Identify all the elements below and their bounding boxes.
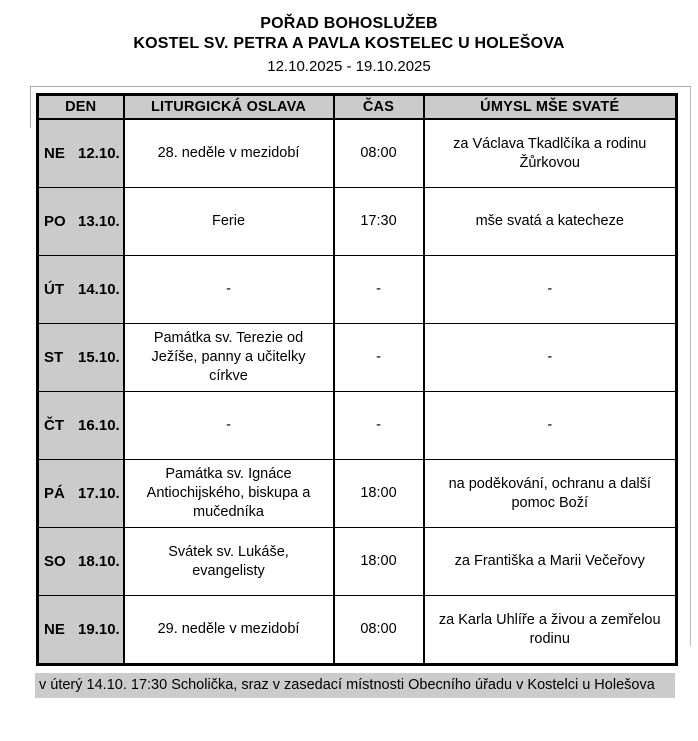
table-row — [38, 256, 677, 324]
outer-frame-line-top — [30, 86, 691, 87]
day-abbrev: NE — [44, 145, 65, 162]
day-abbrev: NE — [44, 621, 65, 638]
footer-note: v úterý 14.10. 17:30 Scholička, sraz v zasedací místnosti Obecního úřadu v Kostelci u Holešova — [35, 673, 675, 698]
intention-cell: na poděkování, ochranu a další pomoc Boží — [424, 460, 677, 528]
day-abbrev: ČT — [44, 417, 64, 434]
day-cell — [38, 324, 124, 392]
intention-cell: za Václava Tkadlčíka a rodinu Žůrkovou — [424, 119, 677, 188]
intention-cell: za Františka a Marii Večeřovy — [424, 528, 677, 596]
celebration-cell: Památka sv. Terezie od Ježíše, panny a učitelky církve — [124, 324, 334, 392]
day-cell — [38, 188, 124, 256]
day-date: 15.10. — [78, 349, 120, 366]
time-cell: 18:00 — [334, 528, 424, 596]
celebration-cell: - — [124, 256, 334, 324]
title-block — [0, 14, 698, 77]
intention-cell: - — [424, 324, 677, 392]
celebration-cell: Památka sv. Ignáce Antiochijského, biskupa a mučedníka — [124, 460, 334, 528]
day-abbrev: PO — [44, 213, 66, 230]
day-date: 13.10. — [78, 213, 120, 230]
celebration-cell: Ferie — [124, 188, 334, 256]
time-cell: 18:00 — [334, 460, 424, 528]
time-cell: 17:30 — [334, 188, 424, 256]
table-header-row — [38, 95, 677, 120]
day-cell — [38, 256, 124, 324]
day-cell — [38, 596, 124, 665]
intention-cell: za Karla Uhlíře a živou a zemřelou rodinu — [424, 596, 677, 665]
day-date: 12.10. — [78, 145, 120, 162]
outer-frame-line-left — [30, 86, 31, 128]
day-abbrev: ST — [44, 349, 64, 366]
date-range: 12.10.2025 - 19.10.2025 — [267, 58, 431, 75]
time-cell: - — [334, 324, 424, 392]
day-date: 14.10. — [78, 281, 120, 298]
table-row — [38, 188, 677, 256]
day-cell — [38, 392, 124, 460]
day-abbrev: SO — [44, 553, 66, 570]
table-row — [38, 596, 677, 665]
day-date: 19.10. — [78, 621, 120, 638]
col-header-liturgy: LITURGICKÁ OSLAVA — [124, 95, 334, 120]
day-cell — [38, 460, 124, 528]
intention-cell: - — [424, 256, 677, 324]
intention-cell: - — [424, 392, 677, 460]
page-subtitle: KOSTEL SV. PETRA A PAVLA KOSTELEC U HOLEŠOVA — [133, 35, 565, 52]
table-row — [38, 392, 677, 460]
celebration-cell: Svátek sv. Lukáše, evangelisty — [124, 528, 334, 596]
day-cell — [38, 119, 124, 188]
page-title: POŘAD BOHOSLUŽEB — [260, 15, 438, 32]
time-cell: - — [334, 256, 424, 324]
col-header-den: DEN — [38, 95, 124, 120]
day-date: 17.10. — [78, 485, 120, 502]
outer-frame-line-right — [690, 86, 691, 646]
table-row — [38, 119, 677, 188]
col-header-intention: ÚMYSL MŠE SVATÉ — [424, 95, 677, 120]
celebration-cell: 28. neděle v mezidobí — [124, 119, 334, 188]
day-date: 18.10. — [78, 553, 120, 570]
col-header-time: ČAS — [334, 95, 424, 120]
time-cell: - — [334, 392, 424, 460]
day-abbrev: PÁ — [44, 485, 65, 502]
celebration-cell: 29. neděle v mezidobí — [124, 596, 334, 665]
table-row — [38, 528, 677, 596]
time-cell: 08:00 — [334, 596, 424, 665]
day-date: 16.10. — [78, 417, 120, 434]
time-cell: 08:00 — [334, 119, 424, 188]
table-row — [38, 324, 677, 392]
celebration-cell: - — [124, 392, 334, 460]
day-cell — [38, 528, 124, 596]
intention-cell: mše svatá a katecheze — [424, 188, 677, 256]
schedule-table — [36, 93, 678, 666]
table-row — [38, 460, 677, 528]
day-abbrev: ÚT — [44, 281, 64, 298]
